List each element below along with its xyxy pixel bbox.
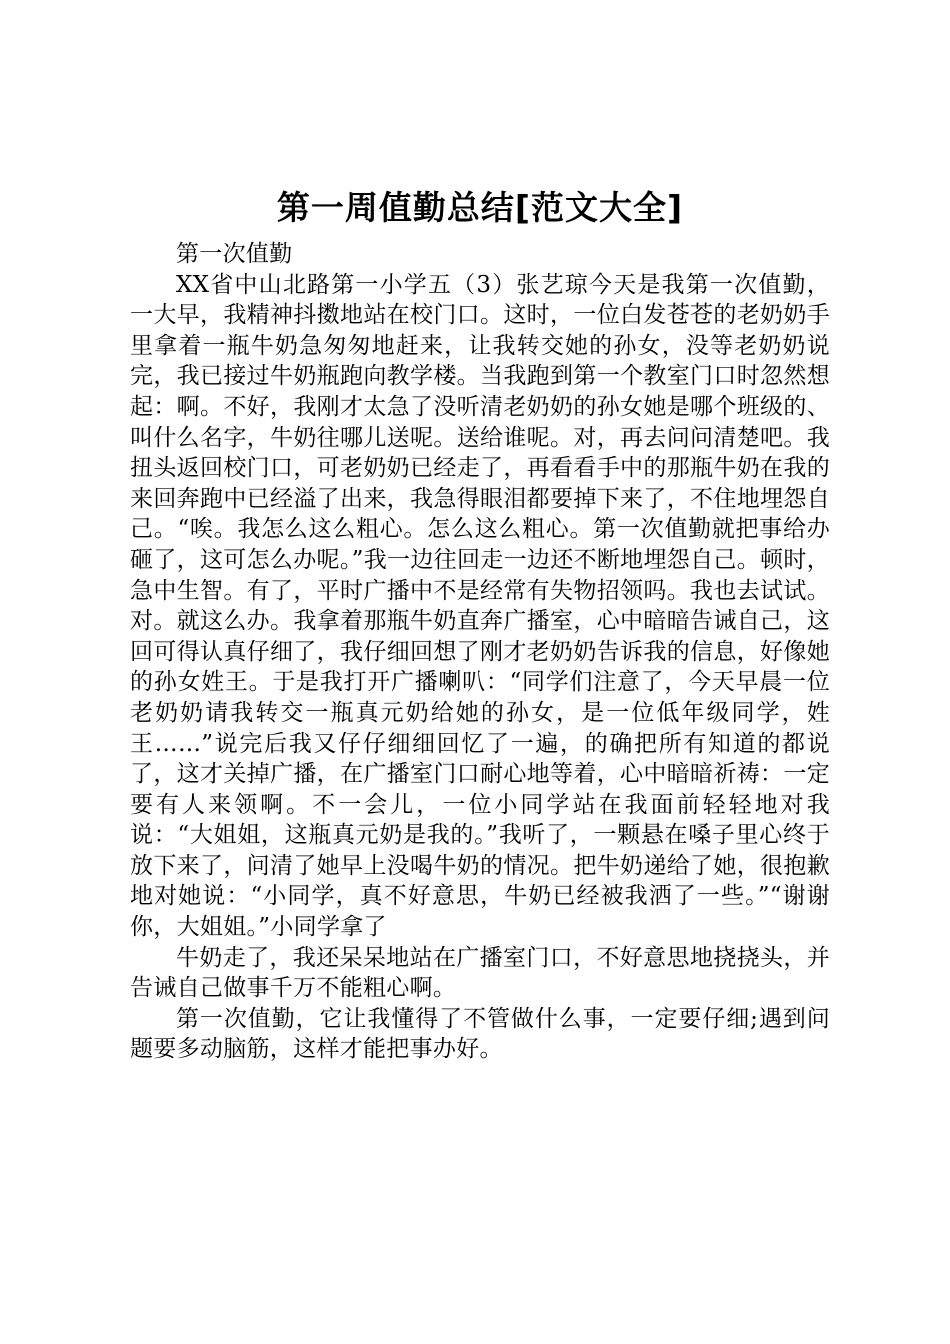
- document-title: 第一周值勤总结[范文大全]: [276, 188, 684, 227]
- body-paragraph-3: 第一次值勤，它让我懂得了不管做什么事，一定要仔细;遇到问题要多动脑筋，这样才能把事办好。: [130, 1005, 830, 1063]
- body-paragraph-1: XX省中山北路第一小学五（3）张艺琼今天是我第一次值勤，一大早，我精神抖擞地站在校门口。这时，一位白发苍苍的老奶奶手里拿着一瓶牛奶急匆匆地赶来，让我转交她的孙女，没等老奶奶说完，我已接过牛奶瓶跑向教学楼。当我跑到第一个教室门口时忽然想起：啊。不好，我刚才太急了没听清老奶奶的孙女她是哪个班级的、叫什么名字，牛奶往哪儿送呢。送给谁呢。对，再去问问清楚吧。我扭头返回校门口，可老奶奶已经走了，再看看手中的那瓶牛奶在我的来回奔跑中已经溢了出来，我急得眼泪都要掉下来了，不住地埋怨自己。“唉。我怎么这么粗心。怎么这么粗心。第一次值勤就把事给办砸了，这可怎么办呢。”我一边往回走一边还不断地埋怨自己。顿时，急中生智。有了，平时广播中不是经常有失物招领吗。我也去试试。对。就这么办。我拿着那瓶牛奶直奔广播室，心中暗暗告诫自己，这回可得认真仔细了，我仔细回想了刚才老奶奶告诉我的信息，好像她的孙女姓王。于是我打开广播喇叭：“同学们注意了，今天早晨一位老奶奶请我转交一瓶真元奶给她的孙女，是一位低年级同学，姓王……”说完后我又仔仔细细回忆了一遍，的确把所有知道的都说了，这才关掉广播，在广播室门口耐心地等着，心中暗暗祈祷：一定要有人来领啊。不一会儿，一位小同学站在我面前轻轻地对我说：“大姐姐，这瓶真元奶是我的。”我听了，一颗悬在嗓子里心终于放下来了，问清了她早上没喝牛奶的情况。把牛奶递给了她，很抱歉地对她说：“小同学，真不好意思，牛奶已经被我洒了一些。”“谢谢你，大姐姐。”小同学拿了: [130, 271, 830, 941]
- body-paragraph-2: 牛奶走了，我还呆呆地站在广播室门口，不好意思地挠挠头，并告诫自己做事千万不能粗心啊。: [130, 944, 830, 1002]
- section-heading: 第一次值勤: [176, 241, 293, 267]
- document-page: [130, 183, 830, 1065]
